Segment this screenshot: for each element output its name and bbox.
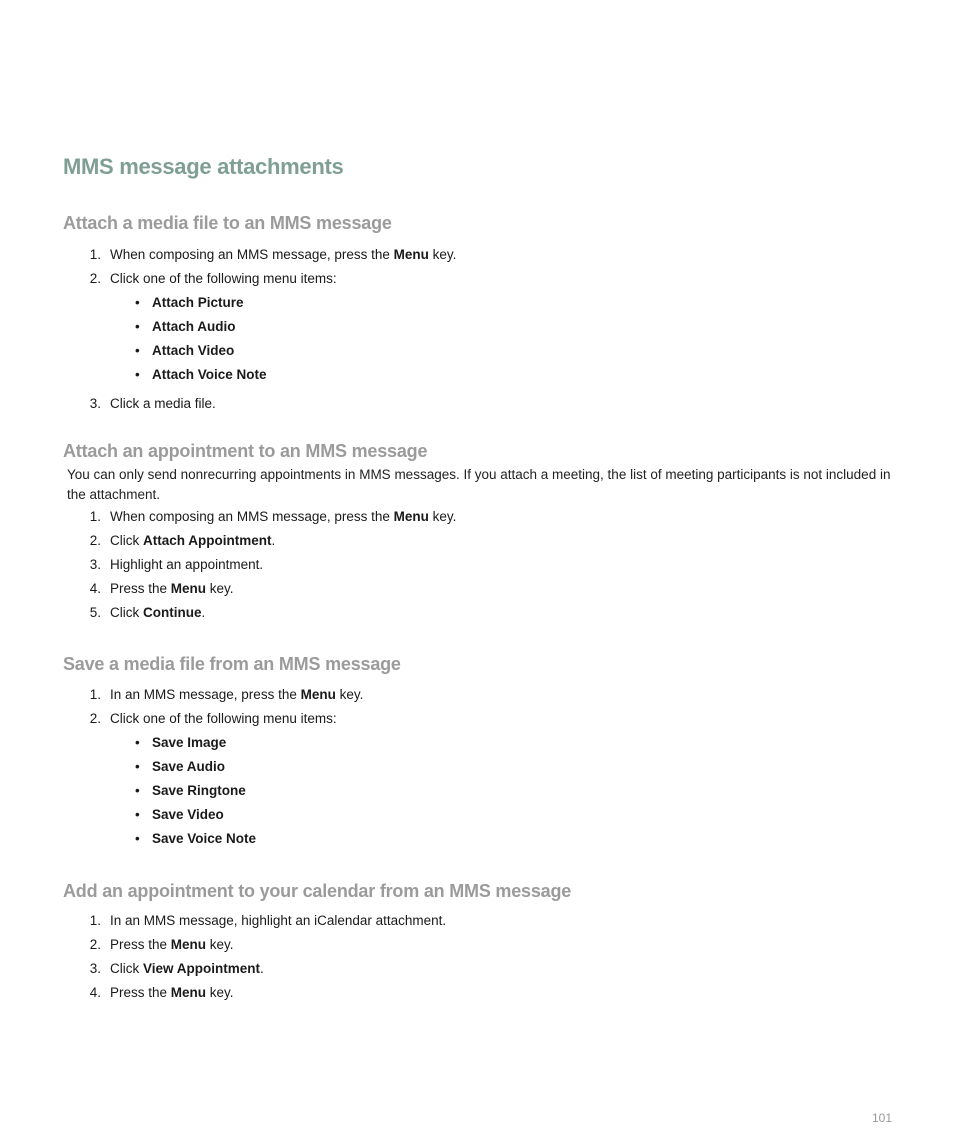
step-text: Press the (110, 581, 171, 596)
section-heading: Attach a media file to an MMS message (63, 213, 392, 233)
step-number: 1. (89, 509, 101, 524)
step (63, 601, 903, 625)
menu-item (110, 363, 903, 387)
step (63, 981, 903, 1005)
step-number: 1. (89, 687, 101, 702)
menu-item (110, 755, 903, 779)
menu-item-label: Save Voice Note (152, 831, 257, 846)
step-number: 3. (89, 557, 101, 572)
step-list (63, 505, 903, 625)
step-bold-text: View Appointment (143, 961, 261, 976)
step-text: In an MMS message, press the (110, 687, 301, 702)
step-text: Click (110, 605, 143, 620)
step-text: Click one of the following menu items: (110, 711, 337, 726)
step-text-end: key. (206, 937, 234, 952)
bullet-icon: • (135, 319, 140, 334)
section-attach-appointment (63, 439, 903, 625)
menu-item (110, 731, 903, 755)
step-text: When composing an MMS message, press the (110, 247, 394, 262)
page-number: 101 (872, 1111, 893, 1125)
step-text-end: key. (428, 247, 457, 262)
step-text: When composing an MMS message, press the (110, 509, 394, 524)
step (63, 577, 903, 601)
section-heading: Save a media file from an MMS message (63, 654, 401, 674)
step-bold-text: Attach Appointment (143, 533, 272, 548)
menu-item (110, 291, 903, 315)
section-add-appointment (63, 879, 903, 1005)
step (63, 957, 903, 981)
menu-item-label: Save Image (152, 735, 227, 750)
step-text: Click (110, 533, 143, 548)
step-list (63, 243, 903, 416)
step-bold-text: Menu (300, 687, 336, 702)
step-bold-text: Continue (143, 605, 202, 620)
menu-item (110, 339, 903, 363)
step-text: Click (110, 961, 143, 976)
section-heading: Attach an appointment to an MMS message (63, 441, 428, 461)
step-text-end: . (271, 533, 276, 548)
step-text-end: key. (335, 687, 364, 702)
step-text-end: key. (206, 985, 234, 1000)
menu-item (110, 779, 903, 803)
step-text-end: key. (206, 581, 234, 596)
step-text: In an MMS message, highlight an iCalendar attachment. (110, 913, 447, 928)
menu-item-list (110, 291, 903, 387)
menu-item-label: Save Audio (152, 759, 226, 774)
step-text: Click a media file. (110, 396, 216, 411)
step-bold-text: Menu (170, 985, 207, 1000)
step-list (63, 909, 903, 1005)
step (63, 392, 903, 416)
step-text-end: . (201, 605, 206, 620)
step (63, 243, 903, 267)
bullet-icon: • (135, 831, 140, 846)
step-number: 1. (89, 913, 101, 928)
menu-item-label: Save Ringtone (152, 783, 246, 798)
section-attach-media (63, 211, 903, 416)
step-number: 1. (89, 247, 101, 262)
step (63, 683, 903, 707)
step-text: Highlight an appointment. (110, 557, 264, 572)
step (63, 553, 903, 577)
bullet-icon: • (135, 807, 140, 822)
step-number: 2. (89, 271, 101, 286)
step-number: 5. (89, 605, 101, 620)
step-text: Press the (110, 985, 171, 1000)
menu-item (110, 827, 903, 851)
step-list (63, 683, 903, 851)
menu-item-label: Attach Video (152, 343, 235, 358)
step-number: 3. (89, 961, 101, 976)
bullet-icon: • (135, 759, 140, 774)
step (63, 707, 903, 851)
step-number: 4. (89, 985, 101, 1000)
menu-item (110, 315, 903, 339)
menu-item (110, 803, 903, 827)
step (63, 267, 903, 387)
step-number: 4. (89, 581, 101, 596)
step-bold-text: Menu (170, 937, 207, 952)
section-heading: Add an appointment to your calendar from an MMS message (63, 881, 572, 901)
step-text-end: . (260, 961, 264, 976)
step (63, 505, 903, 529)
menu-item-label: Save Video (152, 807, 224, 822)
menu-item-label: Attach Voice Note (152, 367, 267, 382)
section-intro: You can only send nonrecurring appointments in MMS messages. If you attach a meeting, the list of meeting participants is not included in the attachment. (67, 467, 891, 502)
step (63, 529, 903, 553)
step-bold-text: Menu (393, 247, 429, 262)
step-number: 2. (89, 533, 101, 548)
step-number: 2. (89, 937, 101, 952)
menu-item-label: Attach Picture (152, 295, 244, 310)
step-text-end: key. (428, 509, 457, 524)
bullet-icon: • (135, 735, 140, 750)
page-title: MMS message attachments (63, 154, 344, 179)
step-number: 2. (89, 711, 101, 726)
menu-item-label: Attach Audio (152, 319, 236, 334)
section-save-media (63, 652, 903, 856)
step (63, 909, 903, 933)
step-text: Click one of the following menu items: (110, 271, 337, 286)
bullet-icon: • (135, 343, 140, 358)
menu-item-list (110, 731, 903, 851)
step (63, 933, 903, 957)
step-text: Press the (110, 937, 171, 952)
bullet-icon: • (135, 783, 140, 798)
step-bold-text: Menu (170, 581, 207, 596)
step-bold-text: Menu (393, 509, 429, 524)
step-number: 3. (89, 396, 101, 411)
bullet-icon: • (135, 367, 140, 382)
bullet-icon: • (135, 295, 140, 310)
